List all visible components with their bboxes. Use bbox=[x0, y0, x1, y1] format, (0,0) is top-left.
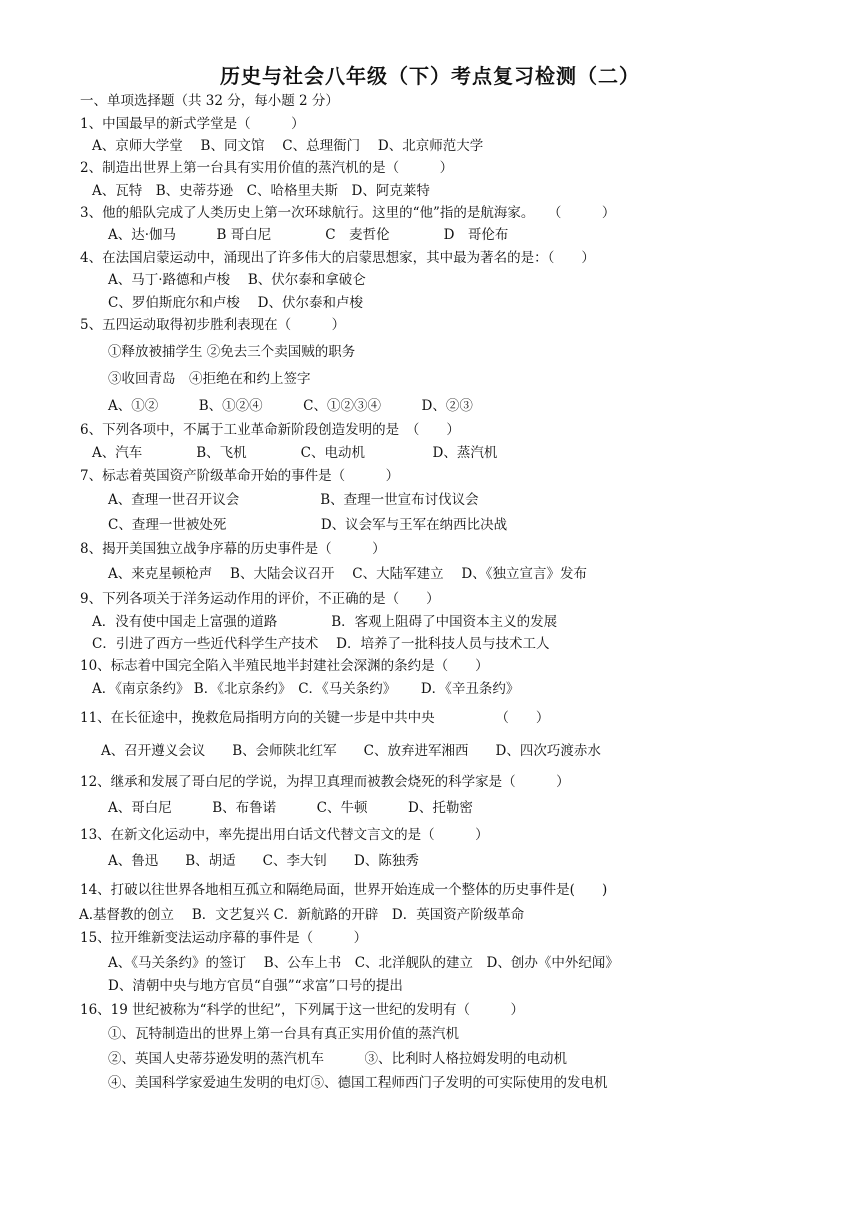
section-heading: 一、单项选择题（共 32 分，每小题 2 分） bbox=[80, 93, 339, 109]
question-14: 14、打破以往世界各地相互孤立和隔绝局面，世界开始连成一个整体的历史事件是( ) bbox=[80, 882, 608, 898]
question-16-item-1: ①、瓦特制造出的世界上第一台具有真正实用价值的蒸汽机 bbox=[108, 1026, 459, 1042]
question-1: 1、中国最早的新式学堂是（ ） bbox=[80, 116, 305, 132]
question-16-item-3: ④、美国科学家爱迪生发明的电灯⑤、德国工程师西门子发明的可实际使用的发电机 bbox=[108, 1075, 608, 1091]
question-8-options: A、来克星顿枪声 B、大陆会议召开 C、大陆军建立 D、《独立宣言》发布 bbox=[108, 566, 587, 582]
question-1-options: A、京师大学堂 B、同文馆 C、总理衙门 D、北京师范大学 bbox=[92, 138, 484, 154]
question-16: 16、19 世纪被称为“科学的世纪”，下列属于这一世纪的发明有（ ） bbox=[80, 1002, 524, 1018]
question-13: 13、在新文化运动中，率先提出用白话文代替文言文的是（ ） bbox=[80, 827, 489, 843]
question-3: 3、他的船队完成了人类历史上第一次环球航行。这里的“他”指的是航海家。 （ ） bbox=[80, 205, 616, 221]
question-6-options: A、汽车 B、飞机 C、电动机 D、蒸汽机 bbox=[92, 445, 498, 461]
question-6: 6、下列各项中，不属于工业革命新阶段创造发明的是 （ ） bbox=[80, 422, 460, 438]
question-7-options-2: C、查理一世被处死 D、议会军与王军在纳西比决战 bbox=[108, 517, 508, 533]
question-13-options: A、鲁迅 B、胡适 C、李大钊 D、陈独秀 bbox=[108, 853, 419, 869]
question-2-options: A、瓦特 B、史蒂芬逊 C、哈格里夫斯 D、阿克莱特 bbox=[92, 183, 430, 199]
question-3-options: A、达·伽马 B 哥白尼 C 麦哲伦 D 哥伦布 bbox=[108, 227, 509, 243]
question-10: 10、标志着中国完全陷入半殖民地半封建社会深渊的条约是（ ） bbox=[80, 658, 489, 674]
question-7-options-1: A、查理一世召开议会 B、查理一世宣布讨伐议会 bbox=[108, 492, 479, 508]
question-12: 12、继承和发展了哥白尼的学说，为捍卫真理而被教会烧死的科学家是（ ） bbox=[80, 774, 570, 790]
question-4-options-1: A、马丁·路德和卢梭 B、伏尔泰和拿破仑 bbox=[108, 272, 366, 288]
question-5-item-2: ③收回青岛 ④拒绝在和约上签字 bbox=[108, 371, 311, 387]
page-title: 历史与社会八年级（下）考点复习检测（二） bbox=[220, 64, 640, 88]
question-2: 2、制造出世界上第一台具有实用价值的蒸汽机的是（ ） bbox=[80, 160, 454, 176]
question-7: 7、标志着英国资产阶级革命开始的事件是（ ） bbox=[80, 468, 400, 484]
question-10-options: A．《南京条约》 B．《北京条约》 C．《马关条约》 D．《辛丑条约》 bbox=[92, 681, 520, 697]
question-5-options: A、①② B、①②④ C、①②③④ D、②③ bbox=[108, 398, 473, 414]
question-4: 4、在法国启蒙运动中，涌现出了许多伟大的启蒙思想家，其中最为著名的是：（ ） bbox=[80, 250, 595, 266]
question-15-options-1: A、《马关条约》的签订 B、公车上书 C、北洋舰队的建立 D、创办《中外纪闻》 bbox=[108, 955, 619, 971]
question-9: 9、下列各项关于洋务运动作用的评价，不正确的是（ ） bbox=[80, 591, 440, 607]
question-9-options-2: C．引进了西方一些近代科学生产技术 D．培养了一批科技人员与技术工人 bbox=[92, 636, 550, 652]
question-4-options-2: C、罗伯斯庇尔和卢梭 D、伏尔泰和卢梭 bbox=[108, 295, 363, 311]
question-11: 11、在长征途中，挽救危局指明方向的关键一步是中共中央 （ ） bbox=[80, 710, 550, 726]
question-9-options-1: A．没有使中国走上富强的道路 B．客观上阻碍了中国资本主义的发展 bbox=[92, 614, 558, 630]
question-11-options: A、召开遵义会议 B、会师陕北红军 C、放弃进军湘西 D、四次巧渡赤水 bbox=[101, 743, 601, 759]
question-15-options-2: D、清朝中央与地方官员“自强”“求富”口号的提出 bbox=[108, 978, 403, 994]
question-16-item-2: ②、英国人史蒂芬逊发明的蒸汽机车 ③、比利时人格拉姆发明的电动机 bbox=[108, 1051, 567, 1067]
question-14-options: A.基督教的创立 B．文艺复兴 C．新航路的开辟 D．英国资产阶级革命 bbox=[79, 907, 525, 923]
question-8: 8、揭开美国独立战争序幕的历史事件是（ ） bbox=[80, 541, 386, 557]
question-5-item-1: ①释放被捕学生 ②免去三个卖国贼的职务 bbox=[108, 344, 356, 360]
question-15: 15、拉开维新变法运动序幕的事件是（ ） bbox=[80, 930, 368, 946]
question-5: 5、五四运动取得初步胜利表现在（ ） bbox=[80, 317, 346, 333]
question-12-options: A、哥白尼 B、布鲁诺 C、牛顿 D、托勒密 bbox=[108, 800, 473, 816]
